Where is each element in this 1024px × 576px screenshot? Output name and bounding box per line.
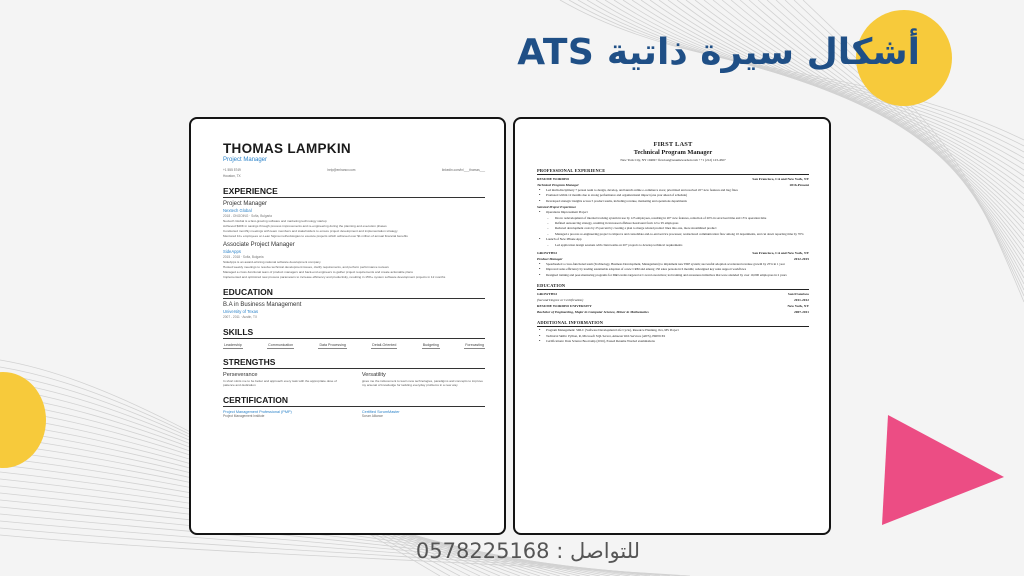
project-detail: – Managed a process re-engineering project to improve and consolidate end-to-end service processes; restructured communication flow among 10 departments, and cut down reporting time by 70% [537, 232, 809, 236]
job-title: Associate Project Manager [223, 242, 295, 248]
education-heading: EDUCATION [537, 283, 809, 290]
degree-text: Bachelor of Engineering, Major in Computer Science, Minor in Mathematics [537, 310, 649, 315]
experience-heading: EXPERIENCE [223, 186, 485, 198]
job-bullet: Achieved $40K in savings through process improvements and re-engineering during the planning and execution phases [223, 224, 387, 228]
position-row [537, 183, 809, 187]
job-bullet: Managed a cross-functional team of product managers and back-end engineers to gather project requirements and create actionable plans [223, 270, 413, 274]
contact-phone-text: للتواصل : 0578225168 [415, 539, 641, 563]
project-item: • Launch of New iPhone App [537, 237, 809, 241]
job-meta: 2015 - 2018 · Sofia, Bulgaria [223, 255, 264, 259]
certification-heading: CERTIFICATION [223, 395, 485, 407]
education-dates: 2007-2011 [794, 310, 809, 315]
position-row [537, 257, 809, 261]
skill-tag: Communication [268, 343, 294, 347]
education-detail-row [537, 310, 809, 314]
bullet-item: • Improved sales efficiency by leading sustainable adoption of a new CRM and among 150 sales persons in 6 months; redesigned key sales support workflows [537, 267, 809, 271]
project-list [537, 210, 809, 247]
company-row [537, 251, 809, 255]
job-title: Project Manager [223, 201, 268, 207]
selected-projects-heading: Selected Project Experience [537, 205, 576, 210]
strength-item [362, 372, 485, 387]
company-location: San Francisco, CA and New York, NY [752, 177, 809, 181]
cert-name: Certified ScrumMaster [361, 410, 400, 414]
page-title: أشكال سيرة ذاتية ATS [517, 32, 920, 73]
resume-classic [537, 141, 809, 344]
school-location: San Francisco [787, 292, 809, 297]
skill-tag: Detail-Oriented [372, 343, 397, 347]
job-meta: 2018 - ONGOING · Sofia, Bulgaria [223, 214, 272, 218]
education-row [537, 292, 809, 296]
job-description: Nextech Global is a fast-growing software and marketing technology startup [223, 219, 327, 223]
bullet-item: • Spearheaded a cross-functional team (Technology, Business Development, Management) to implement new ERP system; successful adoption accelerated revenue growth by 25% in 1 year [537, 262, 809, 266]
contact-line: New York City, NY 10469 • first.last@resumeworded.com • +1 (212) 123-4567 [620, 158, 726, 162]
job-bullet: Conducted monthly meetings with team members and stakeholders to ensure project development and implementation strategy [223, 229, 398, 233]
skill-tag: Leadership [224, 343, 242, 347]
skill-tag: Data Processing [319, 343, 346, 347]
project-detail: – Reduced development costs by 25 percent by creating a plan to merge related product lines into one, more streamlined product [537, 226, 809, 230]
position-dates: 2012-2015 [793, 257, 809, 262]
project-detail: – Refined outsourcing strategy, resulting in increased offshore headcount from 12 to 95 employees [537, 221, 809, 225]
job-bullet: Mentored 10+ employees on Lean Sigma methodologies to execute projects which achieved over $1 million of annual financial benefits [223, 234, 408, 238]
cert-org: Scrum Alliance [361, 414, 383, 418]
strength-desc: gives me the inducement to learn new technologies, paradigms and concepts to improve my arsenal of knowledge for tackling everyday problems in a new way [361, 379, 483, 387]
education-dates: 2011-2012 [794, 298, 809, 303]
strength-desc: In short stints me to be better and approach every task with the appropriate dose of patience and dedication [223, 379, 337, 387]
company-name: GROWTHSI [537, 251, 557, 256]
education-row [537, 304, 809, 308]
position-title: Product Manager [537, 257, 563, 262]
resume-card-modern [189, 117, 506, 535]
job-bullet: Implemented and optimized new process parameters to increase efficiency and productivity, resulting in 15%+ system software development projects in 12 months [223, 275, 446, 279]
bullet-item: • Promoted within 12 months due to strong performance and organizational impact (one year ahead of schedule) [537, 193, 809, 197]
project-detail: – Drove redevelopment of internal tracking system in use by 125 employees, resulting in 20+ new features, reduction of 20% in save/load time and 15% operation time [537, 216, 809, 220]
company-name: RESUME WORDED [537, 177, 569, 181]
strength-item [223, 372, 346, 387]
position-title: Technical Program Manager [537, 183, 579, 187]
job-entry [223, 242, 485, 279]
experience-heading: PROFESSIONAL EXPERIENCE [537, 168, 809, 175]
education-meta: 2007 - 2011 · Austin, TX [223, 315, 258, 319]
additional-list [537, 328, 809, 343]
job-bullet: Hosted weekly meetings to resolve technical development issues, clarify requirements, and perform performance reviews [223, 265, 389, 269]
cert-item [223, 410, 346, 418]
education-heading: EDUCATION [223, 287, 485, 299]
school-name: RESUME WORDED UNIVERSITY [537, 304, 592, 309]
strength-title: Versatility [361, 372, 386, 378]
skills-heading: SKILLS [223, 327, 485, 339]
school-location: New York, NY [787, 304, 809, 309]
company-row [537, 177, 809, 181]
certification-list [223, 410, 485, 418]
cert-org: Project Management Institute [223, 414, 265, 418]
resume-role: Technical Program Manager [633, 149, 713, 156]
strengths-heading: STRENGTHS [223, 357, 485, 369]
skills-list [223, 343, 485, 349]
cert-item [362, 410, 485, 418]
bullet-item: • Developed strategic insights across 5 product teams, including revenue, marketing and operations departments [537, 199, 809, 203]
project-item: • Operations Improvement Project [537, 210, 809, 214]
skill-tag: Budgeting [422, 343, 439, 347]
bullet-list [537, 262, 809, 277]
company-location: San Francisco, CA and New York, NY [752, 251, 809, 256]
resume-role: Project Manager [223, 157, 268, 163]
project-detail: – Led application design sessions with client teams on 20+ projects to develop technical requirements [537, 243, 809, 247]
contact-row [223, 168, 485, 172]
resume-modern [223, 141, 485, 418]
job-description: SideApps is an award-winning national software development company [223, 260, 321, 264]
additional-item: • Technical Skills: Python, R, Microsoft SQL Server, Amazon Web Services (AWS), PRINCE2 [537, 334, 809, 338]
location-text: Houston, TX [223, 174, 241, 178]
additional-heading: ADDITIONAL INFORMATION [537, 320, 809, 327]
resume-name: THOMAS LAMPKIN [223, 141, 351, 156]
email-text: help@enhancv.com [327, 168, 356, 172]
strengths-list [223, 372, 485, 387]
job-entry [223, 201, 485, 238]
bullet-item: • Led multi-disciplinary 7 person team to design, develop, and launch online e-commerce store; prioritized and resolved 45+ new features and bug fixes [537, 188, 809, 192]
bullet-list [537, 188, 809, 203]
additional-item: • Certifications: Data Science Bootcamp (2016), Passed Resume Worded examinations [537, 339, 809, 343]
decorative-pink-triangle [882, 415, 1004, 525]
phone-text: +1 555 5749 [223, 168, 241, 172]
school-name: GROWTHSI [537, 292, 557, 297]
resume-name: FIRST LAST [653, 141, 693, 148]
job-company: Nextech Global [223, 208, 252, 213]
linkedin-text: linkedin.com/in/___thomas___ [441, 168, 485, 172]
bullet-item: • Designed training and peer-mentoring programs for D&I events targeted at C-level executives; led training and awareness initiatives that were attended by over 10,000 employees in 2 years [537, 273, 809, 277]
strength-title: Perseverance [223, 372, 258, 378]
skill-tag: Forecasting [465, 343, 484, 347]
cert-name: Project Management Professional (PMP) [223, 410, 292, 414]
additional-item: • Program Management: SDLC (Software Development Life Cycle), Resource Planning, Jira, MS Project [537, 328, 809, 332]
resume-card-classic [513, 117, 831, 535]
school-text: University of Texas [223, 309, 259, 314]
education-detail-row [537, 298, 809, 302]
degree-text: B.A in Business Management [223, 302, 302, 308]
position-dates: 2016-Present [789, 183, 809, 187]
degree-text: (Second Degree or Certification) [537, 298, 584, 303]
job-company: SideApps [223, 249, 241, 254]
